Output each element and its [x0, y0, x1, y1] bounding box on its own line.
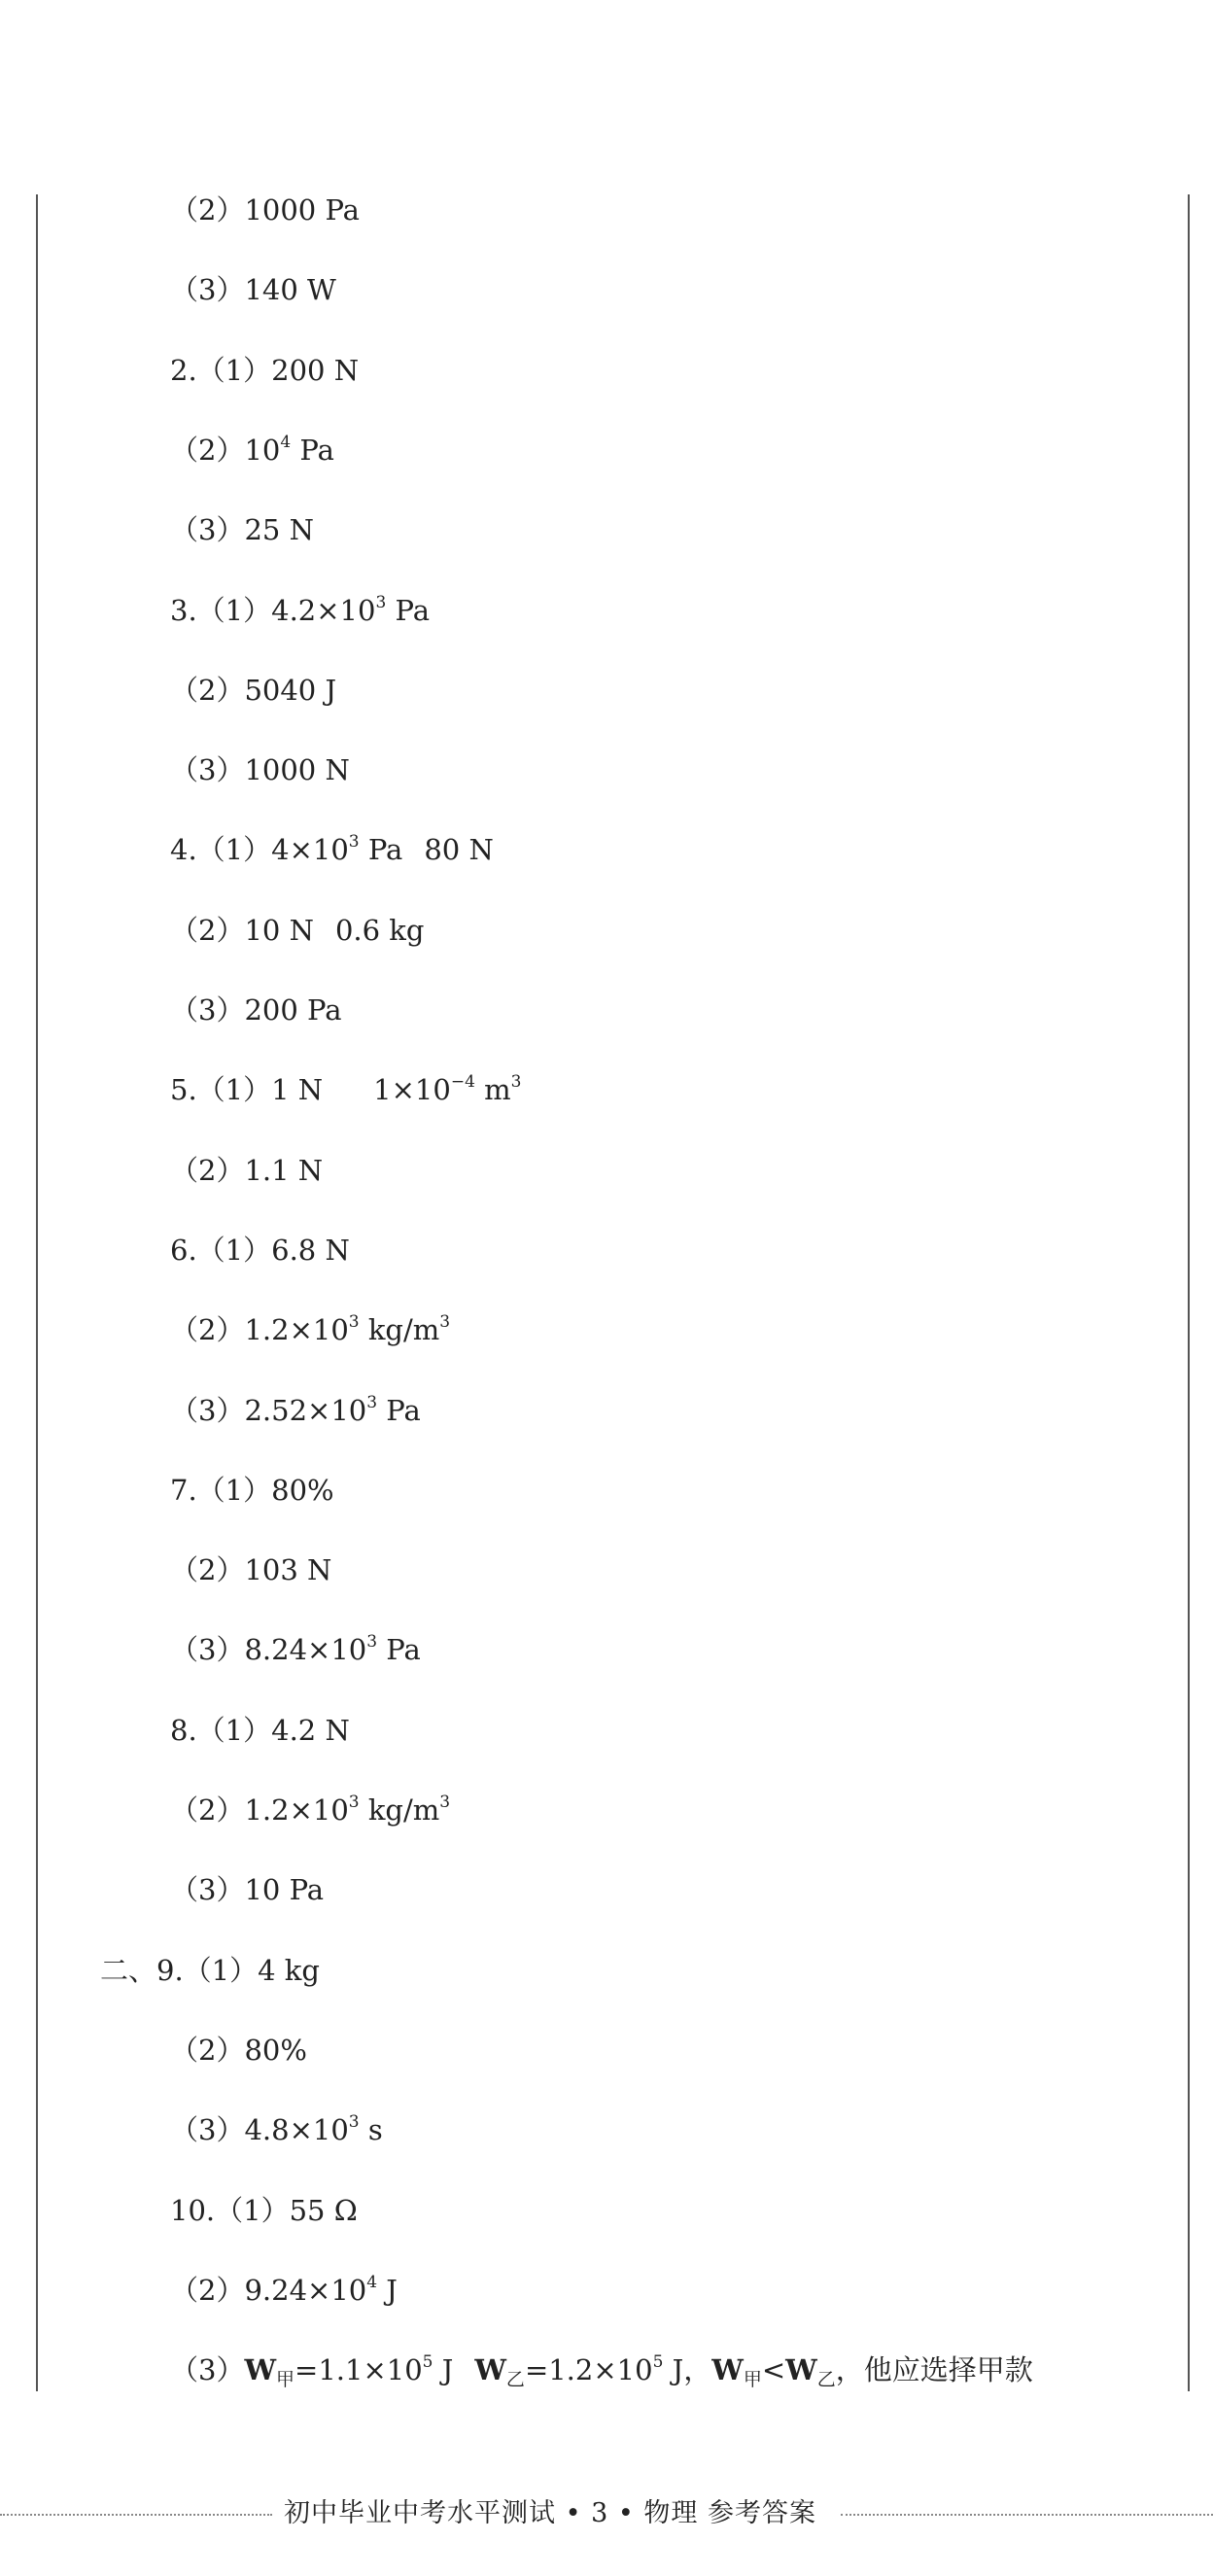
- footer-text: 初中毕业中考水平测试 • 3 • 物理 参考答案: [284, 2498, 816, 2528]
- answer-line: [170, 1072, 521, 1107]
- answer-line: [170, 433, 334, 468]
- superscript: 3: [348, 1312, 360, 1332]
- answer-line: [170, 2273, 398, 2308]
- answer-line: [170, 913, 424, 948]
- answer-text: Pa: [359, 833, 403, 866]
- answer-line: [170, 1632, 421, 1667]
- superscript: 3: [366, 1393, 378, 1412]
- answer-text: 7.（1）80%: [170, 1474, 334, 1507]
- answer-text: （2）9.24×10: [170, 2274, 367, 2307]
- superscript: 3: [348, 2112, 360, 2132]
- answer-text: Pa: [386, 594, 430, 627]
- answer-text: （2）103 N: [170, 1553, 332, 1586]
- superscript: 3: [375, 593, 387, 612]
- answer-text: 3.（1）4.2×10: [170, 594, 376, 627]
- answer-text: 80 N: [424, 833, 494, 866]
- answer-text: （2）1.2×10: [170, 1793, 349, 1827]
- answer-line: [170, 512, 314, 547]
- answer-line: [170, 752, 350, 787]
- answer-text: （3）1000 N: [170, 753, 350, 786]
- answer-text: （3）200 Pa: [170, 993, 342, 1027]
- superscript: 4: [366, 2273, 378, 2292]
- variable-symbol: W: [474, 2353, 506, 2386]
- answer-line: [170, 2112, 383, 2147]
- answer-text: kg/m: [359, 1313, 440, 1346]
- answer-text: Pa: [291, 434, 334, 467]
- answer-text: Pa: [377, 1633, 421, 1666]
- answer-text: （3）: [170, 2353, 245, 2386]
- answer-line: [170, 1552, 331, 1587]
- answer-text: （3）4.8×10: [170, 2113, 349, 2146]
- answer-line: [170, 1872, 324, 1907]
- footer-dotted-rule-right: [841, 2514, 1213, 2516]
- answer-text: （3）140 W: [170, 273, 336, 306]
- answer-text: 6.（1）6.8 N: [170, 1234, 350, 1267]
- answer-line: [170, 1153, 323, 1188]
- subscript: 乙: [505, 2369, 525, 2390]
- variable-symbol: W: [244, 2353, 277, 2386]
- right-margin-line: [1188, 194, 1190, 2391]
- superscript: 5: [422, 2352, 433, 2372]
- answer-text: （3）25 N: [170, 513, 314, 546]
- answer-text: （2）1000 Pa: [170, 193, 360, 226]
- answer-text: （3）10 Pa: [170, 1873, 325, 1906]
- answer-line: [170, 1793, 450, 1828]
- answer-text: 二、9.（1）4 kg: [100, 1954, 320, 1987]
- answer-line: [170, 2033, 307, 2068]
- answer-line: [170, 1713, 350, 1748]
- answer-text: （3）2.52×10: [170, 1394, 367, 1427]
- answer-text: =1.1×10: [295, 2353, 423, 2386]
- answer-text: ，他应选择甲款: [835, 2353, 1033, 2386]
- superscript: 3: [366, 1632, 378, 1652]
- answer-text: 0.6 kg: [334, 914, 425, 947]
- footer-dotted-rule-left: [0, 2514, 272, 2516]
- answer-text: 1×10: [373, 1073, 451, 1106]
- answer-text: （2）10 N: [170, 914, 314, 947]
- answer-line: [170, 353, 359, 388]
- superscript: 3: [510, 1072, 522, 1092]
- answer-text: =1.2×10: [524, 2353, 653, 2386]
- answer-text: kg/m: [359, 1793, 440, 1827]
- left-margin-line: [36, 194, 38, 2391]
- superscript: 4: [280, 433, 292, 452]
- answer-text: （3）8.24×10: [170, 1633, 367, 1666]
- superscript: 3: [439, 1793, 451, 1812]
- subscript: 甲: [743, 2369, 762, 2390]
- answer-line: [170, 832, 494, 867]
- answer-text: （2）80%: [170, 2034, 307, 2067]
- superscript: 5: [652, 2352, 664, 2372]
- answer-text: 2.（1）200 N: [170, 354, 360, 387]
- answer-text: J: [433, 2353, 454, 2386]
- answer-line: [170, 673, 336, 708]
- page-footer: [0, 2496, 1213, 2531]
- answer-text: <: [761, 2353, 786, 2386]
- answer-text: Pa: [377, 1394, 421, 1427]
- superscript: 3: [348, 832, 360, 852]
- answer-text: 10.（1）55 Ω: [170, 2194, 358, 2227]
- answer-line: [170, 992, 342, 1027]
- answer-text: J: [377, 2274, 398, 2307]
- subscript: 乙: [816, 2369, 836, 2390]
- answer-text: （2）1.2×10: [170, 1313, 349, 1346]
- superscript: −4: [450, 1072, 475, 1092]
- answer-text: 5.（1）1 N: [170, 1073, 324, 1106]
- answer-text: （2）10: [170, 434, 281, 467]
- answer-text: s: [359, 2113, 383, 2146]
- answer-text: （2）1.1 N: [170, 1154, 324, 1187]
- answer-line: [170, 272, 336, 307]
- answer-text: m: [474, 1073, 511, 1106]
- answer-line: [170, 593, 430, 628]
- superscript: 3: [439, 1312, 451, 1332]
- superscript: 3: [348, 1793, 360, 1812]
- answer-line: [170, 1312, 450, 1347]
- answer-line: [100, 1953, 320, 1988]
- answer-text: 8.（1）4.2 N: [170, 1714, 350, 1747]
- answer-line: [170, 1233, 350, 1268]
- answer-line: [170, 2193, 358, 2228]
- answer-line: [170, 2352, 1033, 2390]
- subscript: 甲: [276, 2369, 295, 2390]
- variable-symbol: W: [711, 2353, 744, 2386]
- variable-symbol: W: [785, 2353, 817, 2386]
- answer-text: 4.（1）4×10: [170, 833, 349, 866]
- answer-text: J，: [663, 2353, 712, 2386]
- answer-line: [170, 1393, 421, 1428]
- answer-line: [170, 1473, 334, 1508]
- answer-text: （2）5040 J: [170, 674, 337, 707]
- answer-line: [170, 192, 360, 227]
